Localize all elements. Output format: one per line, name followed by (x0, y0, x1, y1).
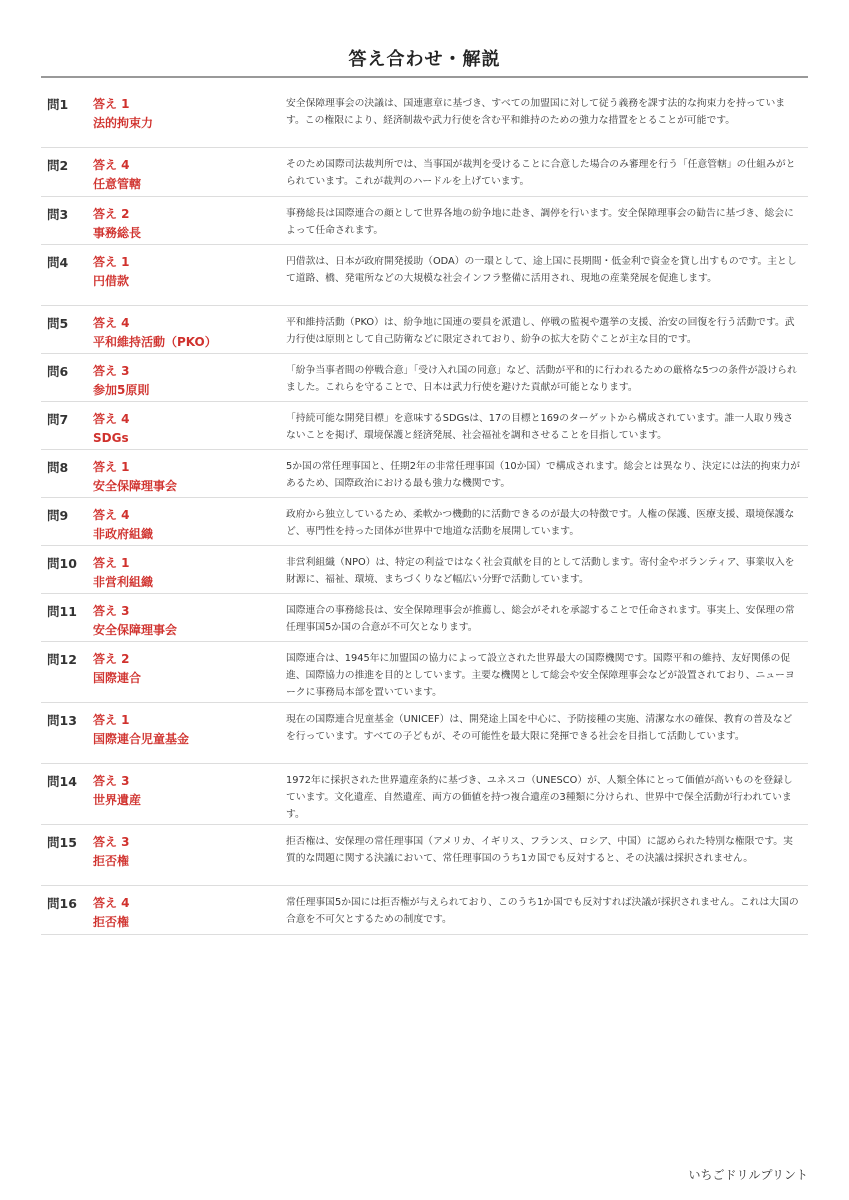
answer-block (93, 772, 141, 809)
answer-row (41, 450, 808, 498)
answer-term: 法的拘束力 (93, 116, 154, 130)
explanation-text: 5か国の常任理事国と、任期2年の非常任理事国（10か国）で構成されます。総会とは異なり、決定には法的拘束力があるため、国際政治における最も強力な機関です。 (286, 461, 800, 489)
answer-block (93, 506, 153, 543)
answer-block (93, 458, 177, 495)
answer-label: 答え 4 (93, 158, 130, 172)
answer-row (41, 594, 808, 642)
answer-label: 答え 3 (93, 774, 130, 788)
answer-term: 世界遺産 (93, 793, 142, 807)
question-number: 問4 (47, 255, 69, 270)
explanation-text: 政府から独立しているため、柔軟かつ機動的に活動できるのが最大の特徴です。人権の保護、医療支援、環境保護など、専門性を持った団体が世界中で地道な活動を展開しています。 (286, 509, 795, 537)
question-number: 問2 (47, 158, 69, 173)
answer-block (93, 95, 153, 132)
question-number: 問8 (47, 460, 69, 475)
answer-row (41, 546, 808, 594)
answer-row (41, 825, 808, 886)
answer-block (93, 362, 149, 399)
explanation-text: 「持続可能な開発目標」を意味するSDGsは、17の目標と169のターゲットから構成されています。誰一人取り残さないことを掲げ、環境保護と経済発展、社会福祉を調和させることを目指しています。 (286, 413, 794, 441)
question-number: 問3 (47, 207, 69, 222)
answer-block (93, 894, 130, 931)
explanation-text: 平和維持活動（PKO）は、紛争地に国連の要員を派遣し、停戦の監視や選挙の支援、治安の回復を行う活動です。武力行使は原則として自己防衛などに限定されており、紛争の拡大を防ぐことが主な目的です。 (286, 317, 795, 345)
explanation-text: 非営利組織（NPO）は、特定の利益ではなく社会貢献を目的として活動します。寄付金やボランティア、事業収入を財源に、福祉、環境、まちづくりなど幅広い分野で活動しています。 (286, 557, 795, 585)
answer-term: 非営利組織 (93, 575, 154, 589)
answer-row (41, 886, 808, 935)
explanation-text: そのため国際司法裁判所では、当事国が裁判を受けることに合意した場合のみ審理を行う「任意管轄」の仕組みがとられています。これが裁判のハードルを上げています。 (286, 159, 796, 187)
answer-block (93, 650, 141, 687)
answer-row (41, 642, 808, 703)
answer-term: 任意管轄 (93, 177, 142, 191)
answer-block (93, 554, 153, 591)
answer-label: 答え 1 (93, 713, 130, 727)
answer-row (41, 703, 808, 764)
answer-row (41, 764, 808, 825)
question-number: 問7 (47, 412, 69, 427)
answer-label: 答え 1 (93, 97, 130, 111)
answer-term: SDGs (93, 431, 129, 445)
answer-block (93, 314, 217, 351)
explanation-text: 国際連合は、1945年に加盟国の協力によって設立された世界最大の国際機関です。国際平和の維持、友好関係の促進、国際協力の推進を目的としています。主要な機関として総会や安全保障理事会などが設置されており、ニューヨークに事務局本部を置いています。 (286, 653, 795, 698)
answer-term: 安全保障理事会 (93, 479, 178, 493)
answer-row (41, 87, 808, 148)
answer-term: 拒否権 (93, 854, 130, 868)
answer-label: 答え 2 (93, 207, 130, 221)
answer-row (41, 498, 808, 546)
answer-block (93, 253, 130, 290)
question-number: 問11 (47, 604, 77, 619)
answer-row (41, 197, 808, 245)
answer-label: 答え 3 (93, 835, 130, 849)
answer-block (93, 205, 141, 242)
question-number: 問16 (47, 896, 77, 911)
answer-label: 答え 4 (93, 316, 130, 330)
question-number: 問10 (47, 556, 77, 571)
answer-term: 拒否権 (93, 915, 130, 929)
explanation-text: 「紛争当事者間の停戦合意」「受け入れ国の同意」など、活動が平和的に行われるための厳格な5つの条件が設けられました。これらを守ることで、日本は武力行使を避けた貢献が可能となります。 (286, 365, 797, 393)
answer-row (41, 245, 808, 306)
answer-label: 答え 2 (93, 652, 130, 666)
question-number: 問6 (47, 364, 69, 379)
explanation-text: 現在の国際連合児童基金（UNICEF）は、開発途上国を中心に、予防接種の実施、清潔な水の確保、教育の普及などを行っています。すべての子どもが、その可能性を最大限に発揮できる社会を目指して活動しています。 (286, 714, 793, 742)
answer-label: 答え 4 (93, 508, 130, 522)
answer-term: 参加5原則 (93, 383, 150, 397)
footer-brand: いちごドリルプリント (688, 1168, 808, 1182)
answer-row (41, 354, 808, 402)
answer-block (93, 711, 189, 748)
answer-block (93, 410, 130, 447)
explanation-text: 常任理事国5か国には拒否権が与えられており、このうち1か国でも反対すれば決議が採択されません。これは大国の合意を不可欠とするための制度です。 (286, 897, 799, 925)
answer-block (93, 602, 177, 639)
answer-row (41, 402, 808, 450)
explanation-text: 1972年に採択された世界遺産条約に基づき、ユネスコ（UNESCO）が、人類全体にとって価値が高いものを登録しています。文化遺産、自然遺産、両方の価値を持つ複合遺産の3種類に分けられ、世界中で保全活動が行われています。 (286, 775, 793, 820)
question-number: 問14 (47, 774, 77, 789)
explanation-text: 安全保障理事会の決議は、国連憲章に基づき、すべての加盟国に対して従う義務を課す法的な拘束力を持っています。この権限により、経済制裁や武力行使を含む平和維持のための強力な措置をとることが可能です。 (286, 98, 786, 126)
answer-label: 答え 4 (93, 896, 130, 910)
answer-label: 答え 4 (93, 412, 130, 426)
answer-label: 答え 3 (93, 364, 130, 378)
explanation-text: 国際連合の事務総長は、安全保障理事会が推薦し、総会がそれを承認することで任命されます。事実上、安保理の常任理事国5か国の合意が不可欠となります。 (286, 605, 795, 633)
answer-label: 答え 1 (93, 460, 130, 474)
answer-term: 安全保障理事会 (93, 623, 178, 637)
answer-term: 国際連合 (93, 671, 142, 685)
answer-term: 非政府組織 (93, 527, 154, 541)
answer-term: 平和維持活動（PKO） (93, 335, 217, 349)
title-divider (41, 76, 808, 78)
answer-term: 国際連合児童基金 (93, 732, 190, 746)
answer-term: 事務総長 (93, 226, 142, 240)
question-number: 問1 (47, 97, 69, 112)
answer-label: 答え 1 (93, 556, 130, 570)
answer-block (93, 833, 130, 870)
page-title: 答え合わせ・解説 (348, 49, 501, 70)
question-number: 問13 (47, 713, 77, 728)
answer-block (93, 156, 141, 193)
answer-label: 答え 3 (93, 604, 130, 618)
answer-row (41, 148, 808, 197)
explanation-text: 拒否権は、安保理の常任理事国（アメリカ、イギリス、フランス、ロシア、中国）に認められた特別な権限です。実質的な問題に関する決議において、常任理事国のうち1カ国でも反対すると、その決議は採択されません。 (286, 836, 793, 864)
question-number: 問12 (47, 652, 77, 667)
answer-row (41, 306, 808, 354)
answer-term: 円借款 (93, 274, 130, 288)
question-number: 問5 (47, 316, 69, 331)
answer-label: 答え 1 (93, 255, 130, 269)
answer-list (41, 87, 808, 935)
question-number: 問15 (47, 835, 77, 850)
explanation-text: 円借款は、日本が政府開発援助（ODA）の一環として、途上国に長期間・低金利で資金を貸し出すものです。主として道路、橋、発電所などの大規模な社会インフラ整備に活用され、現地の産業発展を促進します。 (286, 256, 797, 284)
explanation-text: 事務総長は国際連合の顔として世界各地の紛争地に赴き、調停を行います。安全保障理事会の勧告に基づき、総会によって任命されます。 (286, 208, 794, 236)
question-number: 問9 (47, 508, 69, 523)
